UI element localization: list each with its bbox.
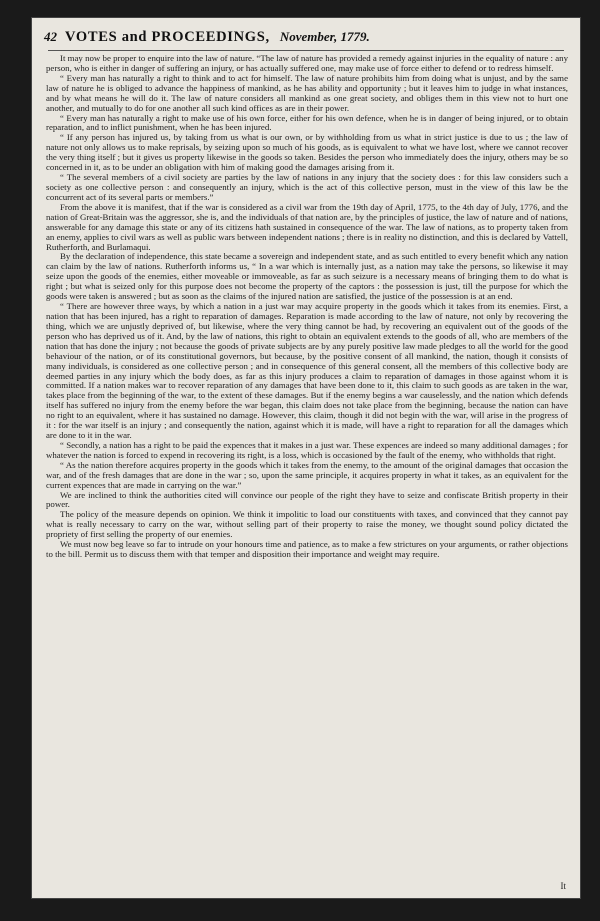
paragraph: “ Every man has naturally a right to make use of his own force, either for his own defence, when he is in danger of being injured, or to obtain reparation, and to inflict punishment, when he has been injured. [46, 112, 568, 133]
paragraph: “ Secondly, a nation has a right to be paid the expences that it makes in a just war. These expences are indeed so many additional damages ; for whatever the nation is forced to expend in recovering its right, is a loss, which is occasioned by the fault of the enemy, who withholds that right. [46, 439, 568, 460]
paragraph: “ If any person has injured us, by taking from us what is our own, or by withholding from us what in strict justice is due to us ; the law of nature not only allows us to make reprisals, by seizing upon so much of his goods, as is equivalent to what we have lost, where we cannot recover the very thing itself ; but it gives us property likewise in the goods so taken. Besides the person who immediately does the injury, others may be so concerned in it, as to be under an obligation with him of making good the damages arising from it. [46, 132, 568, 173]
paragraph: We must now beg leave so far to intrude on your honours time and patience, as to make a few strictures on your arguments, or rather objections to the bill. Permit us to discuss them with that temper and disposition their importance and weight may require. [46, 539, 568, 560]
paragraph: It may now be proper to enquire into the law of nature. “The law of nature has provided a remedy against injuries in the equality of nature : any person, who is either in danger of suffering an injury, or has actually suffered one, may make use of force either to defend or to redress himself. [46, 54, 568, 73]
paragraph: We are inclined to think the authorities cited will convince our people of the right they have to seize and confiscate British property in their power. [46, 489, 568, 510]
paragraph: The policy of the measure depends on opinion. We think it impolitic to load our constituents with taxes, and convinced that they cannot pay what is really necessary to carry on the war, without selling part of their property to raise the money, we thought sound policy dictated the propriety of first selling the property of our enemies. [46, 509, 568, 540]
paragraph: By the declaration of independence, this state became a sovereign and independent state, and as such entitled to every benefit which any nation can claim by the law of nations. Rutherforth informs us, “ In a war which is internally just, as a nation may take the persons, so likewise it may seize upon the goods of the enemies, either moveable or immoveable, as far as such seizure is a necessary means of bringing them to do what is right ; but what is seized only for this purpose does not become the property of the captors : the possession is just, till the purpose for which the goods were taken is answered ; but as soon as the claims of the injured nation are satisfied, the justice of the possession is at an end. [46, 251, 568, 302]
page-body [46, 54, 568, 874]
page-number: 42 [44, 29, 57, 44]
catchword: It [560, 881, 566, 891]
paragraph: “ The several members of a civil society are parties by the law of nations in any injury that the society does : for this law considers such a society as one collective person : and consequently an injury, which is the act of this collective person, must in the view of this law be the concurrent act of its several parts or members.” [46, 172, 568, 202]
paragraph: From the above it is manifest, that if the war is considered as a civil war from the 19th day of April, 1775, to the 4th day of July, 1776, and the nation of Great-Britain was the aggressor, she is, and the individuals of that nation are, by the principles of justice, the law of nature and of nations, answerable for any damage this state or any of its citizens hath sustained in consequence of the war. The law of nations, as to property taken from an enemy, applies to civil wars as well as public wars between independent nations ; there is in reality no distinction, and this is declared by Vattell, Rutherforth, and Burlamaqui. [46, 201, 568, 252]
page-header [44, 28, 564, 46]
paragraph: “ Every man has naturally a right to think and to act for himself. The law of nature prohibits him from doing what is unjust, and by the same law of nature he is obliged to advance the happiness of mankind, as he has ability and opportunity ; but it leaves him to judge in what instances, and by what means he will do it. The law of nature considers all mankind as one great society, and obliges them in this view not to hurt one another, and mutually to do for one another all such kind offices as are in their power. [46, 72, 568, 113]
running-date: November, 1779. [279, 29, 370, 44]
header-rule [48, 50, 564, 51]
document-page [32, 18, 580, 898]
paragraph: “ As the nation therefore acquires property in the goods which it takes from the enemy, to the amount of the original damages that occasion the war, and of the fresh damages that are done in the war ; so, upon the same principle, it acquires property in what it takes, as an equivalent for the current expences that are made in carrying on the war.” [46, 459, 568, 490]
paragraph: “ There are however three ways, by which a nation in a just war may acquire property in the goods which it takes from its enemies. First, a nation that has been injured, has a right to reparation of damages. Reparation is made according to the law of nature, not only by recovering the thing, which we are unjustly deprived of, but likewise, where the very thing cannot be had, by recovering an equivalent out of the goods of the person who has deprived us of it. And, by the law of nations, this right to obtain an equivalent extends to the goods of all, who are members of the nation that has done the injury ; not because the goods of private subjects are by any purely positive law made pledges to all the world for the good behaviour of the nation, or of its constitutional governors, but because, by the positive consent of all mankind, the nation, though it consists of many individuals, is considered as one collective person ; and in consequence of this general consent, all the members of this collective body are deemed parties in any injury which the body does, as far as this injury produces a claim to reparation of damages in those against whom it is committed. If a nation makes war to recover reparation of any damages that have been done to it, this claim to such goods as are taken in the war, takes place from the beginning of the war, to the extent of these damages. But if the enemy begins a war causelessly, and the nation which defends itself has suffered no injury from the enemy before the war began, this claim does not take place from the beginning, because the nation can have no right to an equivalent, where it has sustained no damage. However, this claim, though it did not begin with the war, will arise in the progress of it : for the war itself is an injury ; and consequently the nation, against which it is made, will have a right to reparation for all the damages which are done to it in the war. [46, 301, 568, 441]
running-title: VOTES and PROCEEDINGS, [65, 29, 270, 45]
